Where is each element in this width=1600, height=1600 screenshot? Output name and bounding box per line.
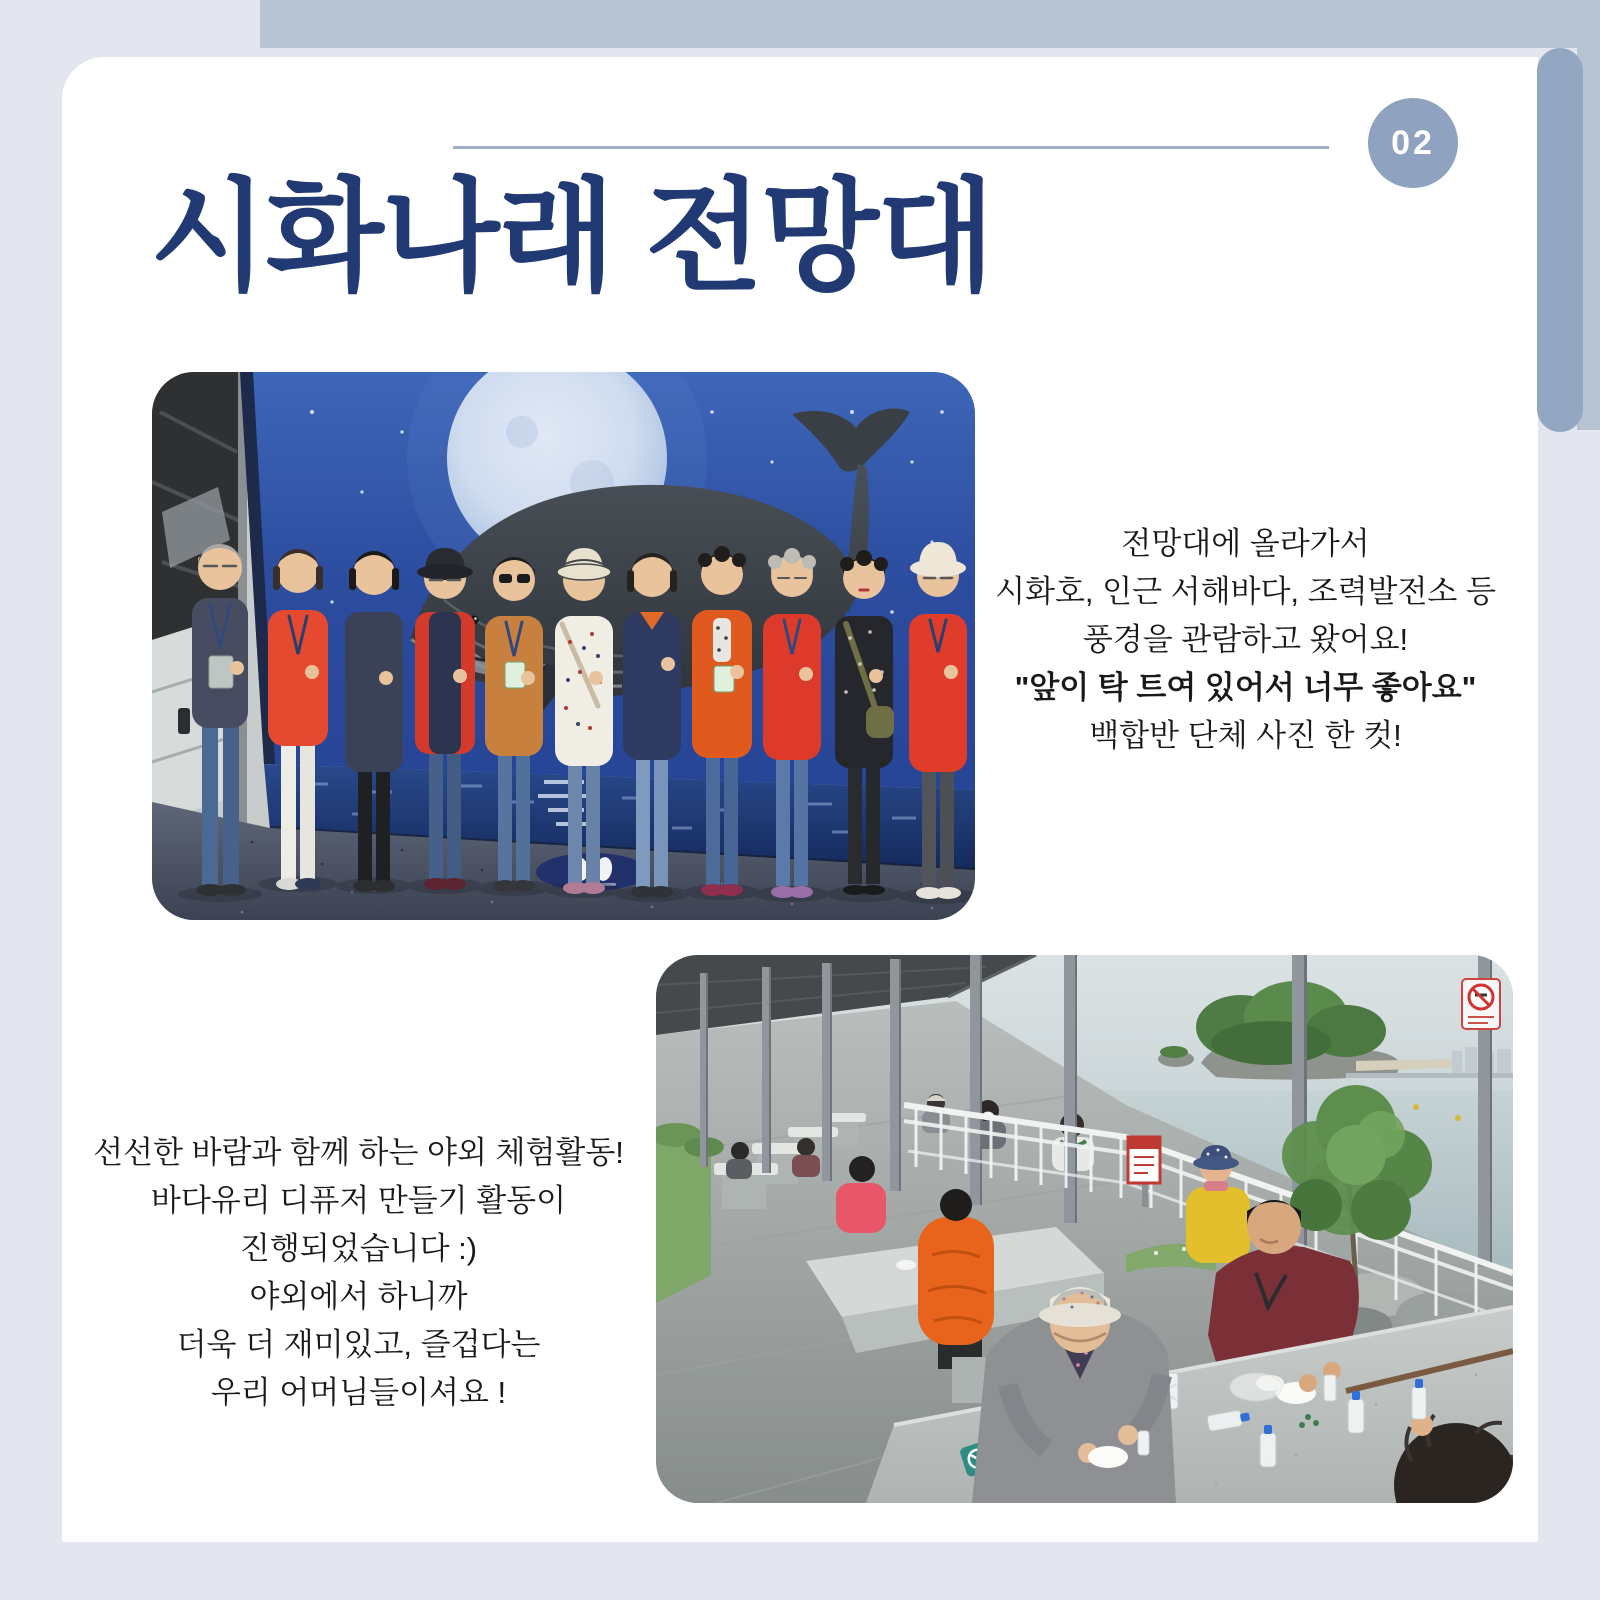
text-line: 전망대에 올라가서 xyxy=(1121,526,1370,561)
text-line-quote: "앞이 탁 트여 있어서 너무 좋아요" xyxy=(1014,670,1477,705)
activity-photo-illustration xyxy=(656,955,1513,1503)
text-line: 바다유리 디퓨저 만들기 활동이 xyxy=(150,1183,567,1218)
activity-text-block xyxy=(62,1129,655,1417)
text-line: 시화호, 인근 서해바다, 조력발전소 등 xyxy=(995,574,1496,609)
text-line: 백합반 단체 사진 한 컷! xyxy=(1089,718,1402,753)
group-photo xyxy=(152,372,975,920)
buoy xyxy=(1455,1115,1461,1121)
buoy xyxy=(1413,1104,1419,1110)
text-line: 진행되었습니다 :) xyxy=(239,1231,478,1266)
text-line: 야외에서 하니까 xyxy=(249,1279,468,1314)
no-smoking-sign xyxy=(1462,979,1500,1029)
activity-photo xyxy=(656,955,1513,1503)
title-divider-line xyxy=(453,146,1329,149)
page-title: 시화나래 전망대 xyxy=(150,169,993,305)
text-line: 선선한 바람과 함께 하는 야외 체험활동! xyxy=(93,1135,624,1170)
group-photo-illustration xyxy=(152,372,975,920)
page-number-badge: 02 xyxy=(1368,98,1458,188)
text-line: 풍경을 관람하고 왔어요! xyxy=(1082,622,1409,657)
side-accent-pill xyxy=(1537,48,1583,432)
text-line: 더욱 더 재미있고, 즐겁다는 xyxy=(176,1327,541,1362)
observatory-text-block xyxy=(958,520,1533,760)
text-line: 우리 어머님들이셔요 ! xyxy=(210,1375,507,1410)
top-accent-band xyxy=(260,0,1600,48)
